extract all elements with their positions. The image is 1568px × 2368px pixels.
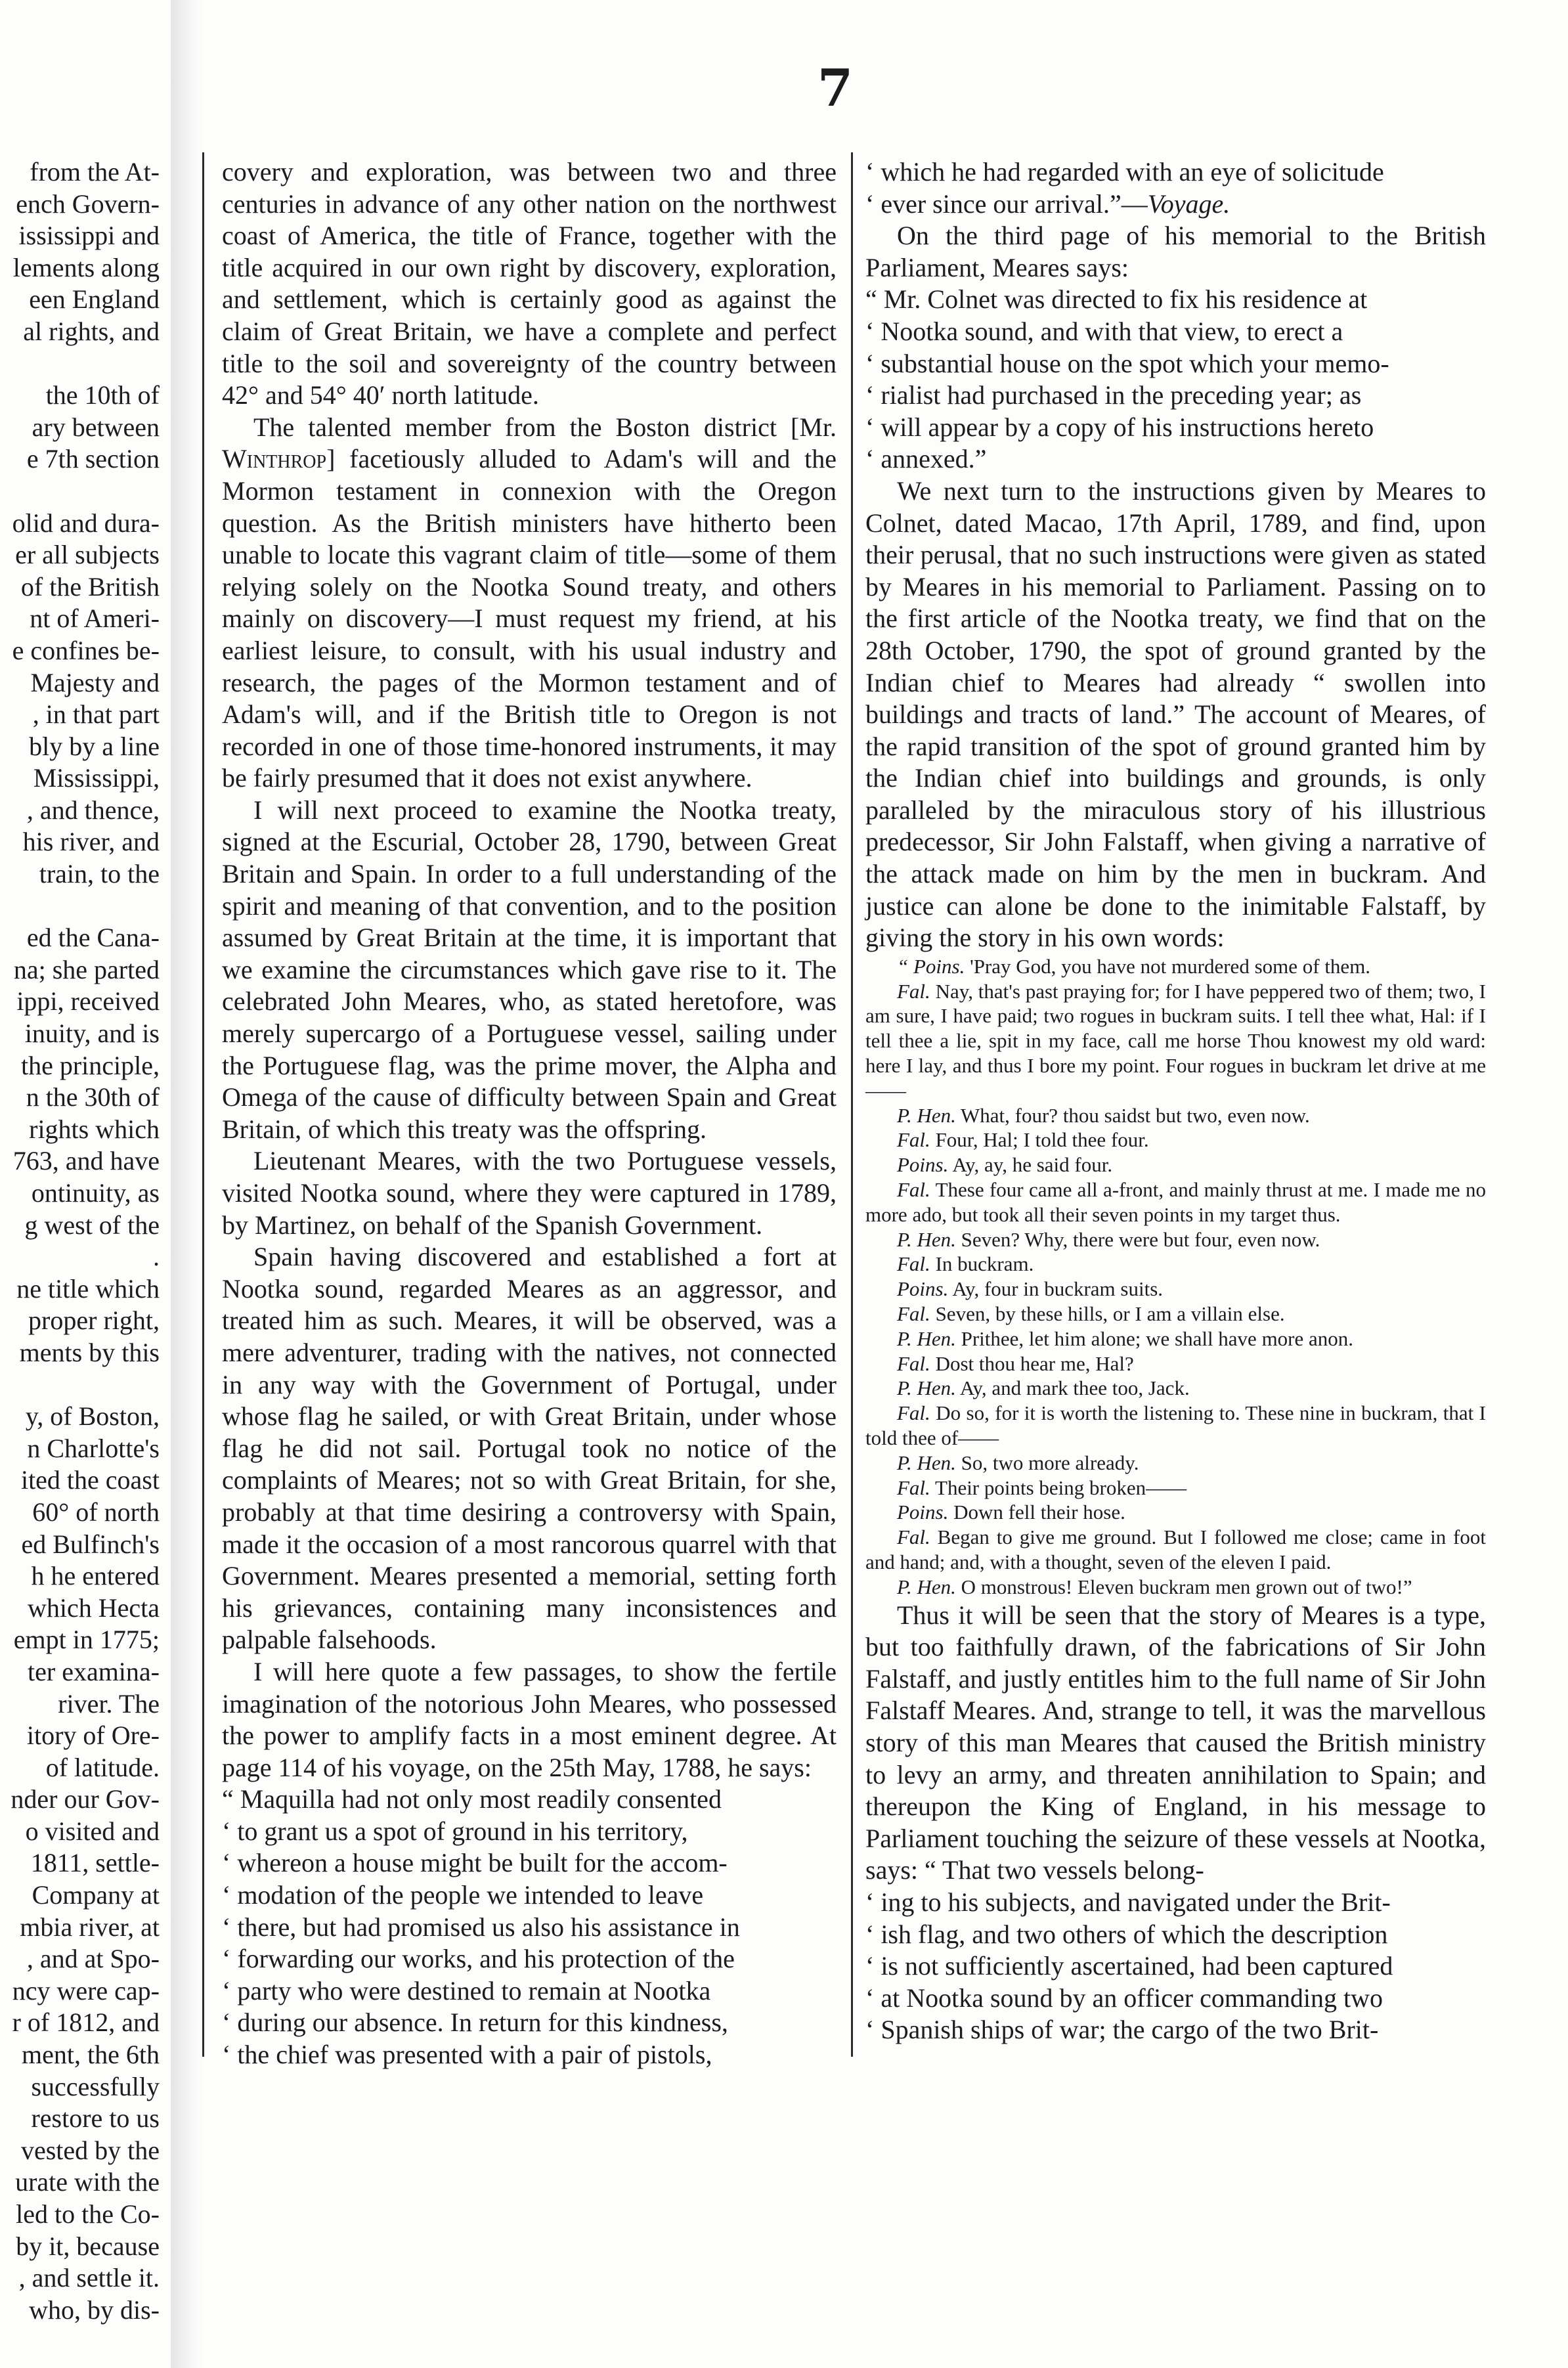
- middle-column: [222, 156, 837, 2071]
- speaker-name: Fal.: [897, 1178, 930, 1202]
- dialogue-text: Prithee, let him alone; we shall have more anon.: [955, 1327, 1354, 1350]
- dialogue-line: [865, 1500, 1486, 1525]
- text-line: 763, and have: [12, 1146, 160, 1176]
- page-gutter: [171, 0, 204, 2368]
- text-line: led to the Co-: [16, 2199, 160, 2229]
- text-line: mbia river, at: [20, 1912, 160, 1942]
- text-line: ‘ rialist had purchased in the preceding year; as: [865, 380, 1362, 410]
- speaker-name: Fal.: [897, 1525, 930, 1549]
- block-quote: [222, 1784, 837, 2071]
- column-rule-right: [851, 152, 853, 2057]
- dialogue-line: [865, 1476, 1486, 1501]
- text-line: vested by the: [20, 2135, 160, 2165]
- text-line: ter examina-: [28, 1656, 160, 1686]
- text-line: Mississippi,: [33, 763, 160, 793]
- text-line: which Hecta: [27, 1592, 160, 1623]
- dialogue-text: Four, Hal; I told thee four.: [930, 1128, 1149, 1152]
- speaker-name: Fal.: [897, 1351, 930, 1375]
- text-line: ontinuity, as: [31, 1178, 160, 1208]
- block-quote: [865, 284, 1486, 475]
- text-line: [0, 475, 160, 508]
- dialogue-text: Dost thou hear me, Hal?: [930, 1351, 1134, 1375]
- text-line: ‘ ish flag, and two others of which the description: [865, 1919, 1388, 1949]
- speaker-name: Fal.: [897, 1302, 930, 1325]
- text-line: ippi, received: [16, 986, 160, 1017]
- text-line: ‘ during our absence. In return for this kindness,: [222, 2007, 728, 2038]
- dialogue-line: [865, 1227, 1486, 1252]
- text-line: train, to the: [39, 859, 160, 889]
- speaker-name: P. Hen.: [897, 1103, 956, 1127]
- paragraph: Spain having discovered and established a fort at Nootka sound, regarded Meares as an aggressor, and treated him as such. Meares, it will be observed, was a mere adventurer, trading with the natives, not connected in any way with the Government of Portugal, under whose flag he sailed, or with Great Britain, under whose flag he did not sail. Portugal took no notice of the complaints of Meares; not so with Great Britain, for she, probably at that time desiring a controversy with Spain, made it the occasion of a most rancorous quarrel with that Government. Meares presented a memorial, setting forth his grievances, containing many inconsistences and palpable falsehoods.: [222, 1242, 837, 1655]
- text-line: o visited and: [25, 1816, 160, 1846]
- speaker-name: P. Hen.: [897, 1227, 956, 1251]
- text-line: nt of Ameri-: [30, 603, 160, 634]
- quote-source: Voyage.: [1147, 188, 1230, 219]
- dialogue-text: These four came all a-front, and mainly thrust at me. I made me no more ado, but took all their seven points in my target thus.: [865, 1178, 1486, 1226]
- text-line: ‘ whereon a house might be built for the accom-: [222, 1848, 728, 1878]
- dialogue-text: 'Pray God, you have not murdered some of them.: [965, 954, 1371, 978]
- dialogue-text: Seven? Why, there were but four, even now.: [955, 1227, 1320, 1251]
- dialogue-text: Ay, ay, he said four.: [948, 1153, 1113, 1177]
- text-line: ‘ the chief was presented with a pair of pistols,: [222, 2040, 712, 2070]
- text-line: ‘ is not sufficiently ascertained, had been captured: [865, 1951, 1393, 1981]
- text-line: al rights, and: [23, 316, 160, 346]
- text-line: g west of the: [24, 1210, 160, 1240]
- text-line: ‘ at Nootka sound by an officer commanding two: [865, 1983, 1383, 2013]
- text-line: ‘ party who were destined to remain at Nootka: [222, 1975, 711, 2006]
- text-line: proper right,: [28, 1305, 160, 1336]
- text-line: the principle,: [20, 1050, 160, 1080]
- speaker-name: “ Poins.: [897, 954, 965, 978]
- text-line: nder our Gov-: [11, 1784, 160, 1814]
- speaker-name: P. Hen.: [897, 1376, 956, 1400]
- falstaff-dialogue: [865, 954, 1486, 1600]
- text-line: Company at: [32, 1880, 160, 1910]
- text-line: ‘ ever since our arrival.”—Voyage.: [865, 188, 1230, 219]
- speaker-name: Fal.: [897, 1476, 930, 1499]
- text-line: ‘ forwarding our works, and his protection of the: [222, 1944, 735, 1974]
- dialogue-line: [865, 1327, 1486, 1351]
- text-line: na; she parted: [13, 954, 160, 984]
- dialogue-line: [865, 1525, 1486, 1575]
- text-line: ‘ which he had regarded with an eye of solicitude: [865, 157, 1384, 186]
- paragraph: On the third page of his memorial to the British Parliament, Meares says:: [865, 221, 1486, 282]
- block-quote: [865, 1887, 1486, 2046]
- dialogue-line: [865, 1376, 1486, 1401]
- text-line: from the At-: [30, 157, 160, 186]
- text-line: ‘ annexed.”: [865, 444, 987, 474]
- page-number: 7: [817, 58, 854, 118]
- text-line: by it, because: [16, 2231, 160, 2261]
- text-line: river. The: [58, 1688, 160, 1719]
- text-line: ments by this: [19, 1337, 160, 1367]
- speaker-name: P. Hen.: [897, 1575, 956, 1598]
- dialogue-text: Do so, for it is worth the listening to. These nine in buckram, that I told thee of——: [865, 1401, 1486, 1449]
- text-line: , and thence,: [26, 795, 160, 825]
- speaker-name: Fal.: [897, 1401, 930, 1425]
- dialogue-line: [865, 979, 1486, 1103]
- text-line: ited the coast: [20, 1465, 160, 1495]
- text-line: , and settle it.: [18, 2263, 160, 2293]
- dialogue-line: [865, 1277, 1486, 1302]
- text-line: ‘ substantial house on the spot which your memo-: [865, 348, 1389, 378]
- text-line: urate with the: [15, 2167, 160, 2197]
- text-line: inuity, and is: [24, 1019, 160, 1049]
- text-line: ‘ to grant us a spot of ground in his territory,: [222, 1816, 688, 1846]
- dialogue-text: Ay, and mark thee too, Jack.: [955, 1376, 1190, 1400]
- text-line: .: [153, 1242, 160, 1272]
- text-line: ississippi and: [18, 221, 160, 251]
- text-line: rights which: [29, 1114, 160, 1144]
- text-line: [0, 348, 160, 380]
- right-column: [865, 156, 1486, 2046]
- text-line: , and at Spo-: [26, 1944, 160, 1974]
- speaker-name: P. Hen.: [897, 1327, 956, 1350]
- paragraph: I will here quote a few passages, to show the fertile imagination of the notorious John Meares, who possessed the power to amplify facts in a most eminent degree. At page 114 of his voyage, on the 25th May, 1788, he says:: [222, 1656, 837, 1782]
- dialogue-line: [865, 1128, 1486, 1152]
- text-line: e confines be-: [12, 635, 160, 665]
- dialogue-text: In buckram.: [930, 1252, 1034, 1276]
- text-line: ed Bulfinch's: [21, 1529, 160, 1559]
- dialogue-text: So, two more already.: [955, 1451, 1139, 1474]
- text-line: er all subjects: [15, 540, 160, 570]
- paragraph: Thus it will be seen that the story of Meares is a type, but too faithfully drawn, of the fabrications of Sir John Falstaff, and justly entitles him to the full name of Sir John Falstaff Meares. And, strange to tell, it was the marvellous story of this man Meares that caused the British ministry to levy an army, and threaten annihilation to Spain; and thereupon the King of England, in his message to Parliament touching the seizure of these vessels at Nootka, says: “ That two vessels belong-: [865, 1600, 1486, 1885]
- dialogue-line: [865, 1401, 1486, 1451]
- text-line: ncy were cap-: [12, 1975, 160, 2006]
- text-line: ‘ Spanish ships of war; the cargo of the two Brit-: [865, 2015, 1379, 2045]
- text-line: restore to us: [31, 2103, 160, 2134]
- dialogue-text: Down fell their hose.: [948, 1501, 1125, 1524]
- dialogue-text: Their points being broken——: [930, 1476, 1187, 1499]
- dialogue-line: [865, 1152, 1486, 1177]
- text-line: ed the Cana-: [26, 923, 160, 953]
- text-line: lements along: [12, 252, 160, 282]
- speaker-name: P. Hen.: [897, 1451, 956, 1474]
- text-line: een England: [29, 284, 160, 315]
- dialogue-text: O monstrous! Eleven buckram men grown out of two!”: [955, 1575, 1412, 1598]
- dialogue-line: [865, 1351, 1486, 1376]
- text-line: ‘ ing to his subjects, and navigated under the Brit-: [865, 1887, 1391, 1917]
- paragraph: We next turn to the instructions given by Meares to Colnet, dated Macao, 17th April, 1789, and find, upon their perusal, that no such instructions were given as stated by Meares in his memorial to Parliament. Passing on to the first article of the Nootka treaty, we find that on the 28th October, 1790, the spot of ground granted by the Indian chief to Meares had already “ swollen into buildings and tracts of land.” The account of Meares, of the rapid transition of the spot of ground granted him by the Indian chief into buildings and grounds, is only paralleled by the miraculous story of his illustrious predecessor, Sir John Falstaff, when giving a narrative of the attack made on him by the men in buckram. And justice can alone be done to the inimitable Falstaff, by giving the story in his own words:: [865, 475, 1486, 953]
- text-line: successfully: [31, 2071, 160, 2101]
- speaker-name: Poins.: [897, 1277, 949, 1301]
- dialogue-line: [865, 954, 1486, 979]
- text-line: bly by a line: [29, 731, 160, 761]
- dialogue-text: Seven, by these hills, or I am a villain else.: [930, 1302, 1285, 1325]
- speaker-name: Fal.: [897, 1128, 930, 1152]
- paragraph: Lieutenant Meares, with the two Portuguese vessels, visited Nootka sound, where they were captured in 1789, by Martinez, on behalf of the Spanish Government.: [222, 1146, 837, 1240]
- text-line: y, of Boston,: [25, 1401, 160, 1432]
- text-line: e 7th section: [26, 444, 160, 474]
- text-line: 1811, settle-: [30, 1848, 160, 1878]
- text-line: [0, 890, 160, 923]
- text-line: ench Govern-: [16, 188, 160, 219]
- text-line: h he entered: [31, 1561, 160, 1591]
- text-line: ment, the 6th: [22, 2040, 160, 2070]
- speaker-name: Poins.: [897, 1501, 949, 1524]
- left-fragment-column: [0, 156, 160, 2326]
- text-line: ‘ will appear by a copy of his instructions hereto: [865, 412, 1374, 442]
- block-quote: [865, 156, 1486, 220]
- dialogue-line: [865, 1103, 1486, 1128]
- person-name: Winthrop: [222, 444, 327, 474]
- text-line: itory of Ore-: [26, 1721, 160, 1751]
- text-line: empt in 1775;: [13, 1625, 160, 1655]
- text-line: “ Mr. Colnet was directed to fix his residence at: [865, 284, 1368, 315]
- text-line: ‘ there, but had promised us also his assistance in: [222, 1912, 740, 1942]
- text-line: his river, and: [22, 827, 160, 857]
- text-line: who, by dis-: [29, 2294, 160, 2325]
- text-line: r of 1812, and: [12, 2007, 160, 2038]
- text-line: , in that part: [32, 699, 160, 730]
- dialogue-line: [865, 1177, 1486, 1227]
- column-rule-left: [202, 152, 204, 2057]
- text-line: the 10th of: [45, 380, 160, 410]
- text-line: n Charlotte's: [27, 1433, 160, 1463]
- text-line: ne title which: [16, 1273, 160, 1304]
- text-line: ary between: [32, 412, 160, 442]
- dialogue-line: [865, 1252, 1486, 1277]
- text-line: 60° of north: [32, 1497, 160, 1527]
- text-line: Majesty and: [30, 667, 160, 697]
- paragraph: I will next proceed to examine the Nootka treaty, signed at the Escurial, October 28, 1790, between Great Britain and Spain. In order to a full understanding of the spirit and meaning of that convention, and to the position assumed by Great Britain at the time, it is important that we examine the circumstances which gave rise to it. The celebrated John Meares, who, as stated heretofore, was merely supercargo of a Portuguese vessel, sailing under the Portuguese flag, was the prime mover, the Alpha and Omega of the cause of difficulty between Spain and Great Britain, of which this treaty was the offspring.: [222, 795, 837, 1144]
- text-line: n the 30th of: [26, 1082, 160, 1112]
- text-line: [0, 1369, 160, 1401]
- text-line: of the British: [20, 571, 160, 602]
- dialogue-line: [865, 1575, 1486, 1600]
- speaker-name: Fal.: [897, 979, 930, 1003]
- dialogue-line: [865, 1302, 1486, 1327]
- dialogue-line: [865, 1451, 1486, 1476]
- paragraph: covery and exploration, was between two and three centuries in advance of any other nation on the northwest coast of America, the title of France, together with the title acquired in our own right by discovery, exploration, and settlement, which is certainly good as against the claim of Great Britain, we have a complete and perfect title to the soil and sovereignty of the country between 42° and 54° 40′ north latitude.: [222, 157, 837, 410]
- text-line: olid and dura-: [12, 508, 160, 538]
- dialogue-text: Ay, four in buckram suits.: [948, 1277, 1164, 1301]
- speaker-name: Fal.: [897, 1252, 930, 1276]
- dialogue-text: Began to give me ground. But I followed me close; came in foot and hand; and, with a thought, seven of the eleven I paid.: [865, 1525, 1486, 1573]
- text-line: “ Maquilla had not only most readily consented: [222, 1784, 722, 1814]
- dialogue-text: What, four? thou saidst but two, even now.: [955, 1103, 1310, 1127]
- dialogue-text: Nay, that's past praying for; for I have peppered two of them; two, I am sure, I have paid; two rogues in buckram suits. I tell thee what, Hal: if I tell thee a lie, spit in my face, call me horse Thou knowest my old ward: here I lay, and thus I bore my point. Four rogues in buckram let drive at me——: [865, 979, 1486, 1102]
- paragraph: The talented member from the Boston district [Mr. Winthrop] facetiously alluded to Adam's will and the Mormon testament in connexion with the Oregon question. As the British ministers have hitherto been unable to locate this vagrant claim of title—some of them relying solely on the Nootka Sound treaty, and others mainly on discovery—I must request my friend, at his earliest leisure, to consult, with his usual industry and research, the pages of the Mormon testament and of Adam's will, and if the British title to Oregon is not recorded in one of those time-honored instruments, it may be fairly presumed that it does not exist anywhere.: [222, 412, 837, 793]
- speaker-name: Poins.: [897, 1153, 949, 1177]
- text-line: of latitude.: [45, 1752, 160, 1782]
- text-line: ‘ Nootka sound, and with that view, to erect a: [865, 316, 1343, 346]
- text-line: ‘ modation of the people we intended to leave: [222, 1880, 704, 1910]
